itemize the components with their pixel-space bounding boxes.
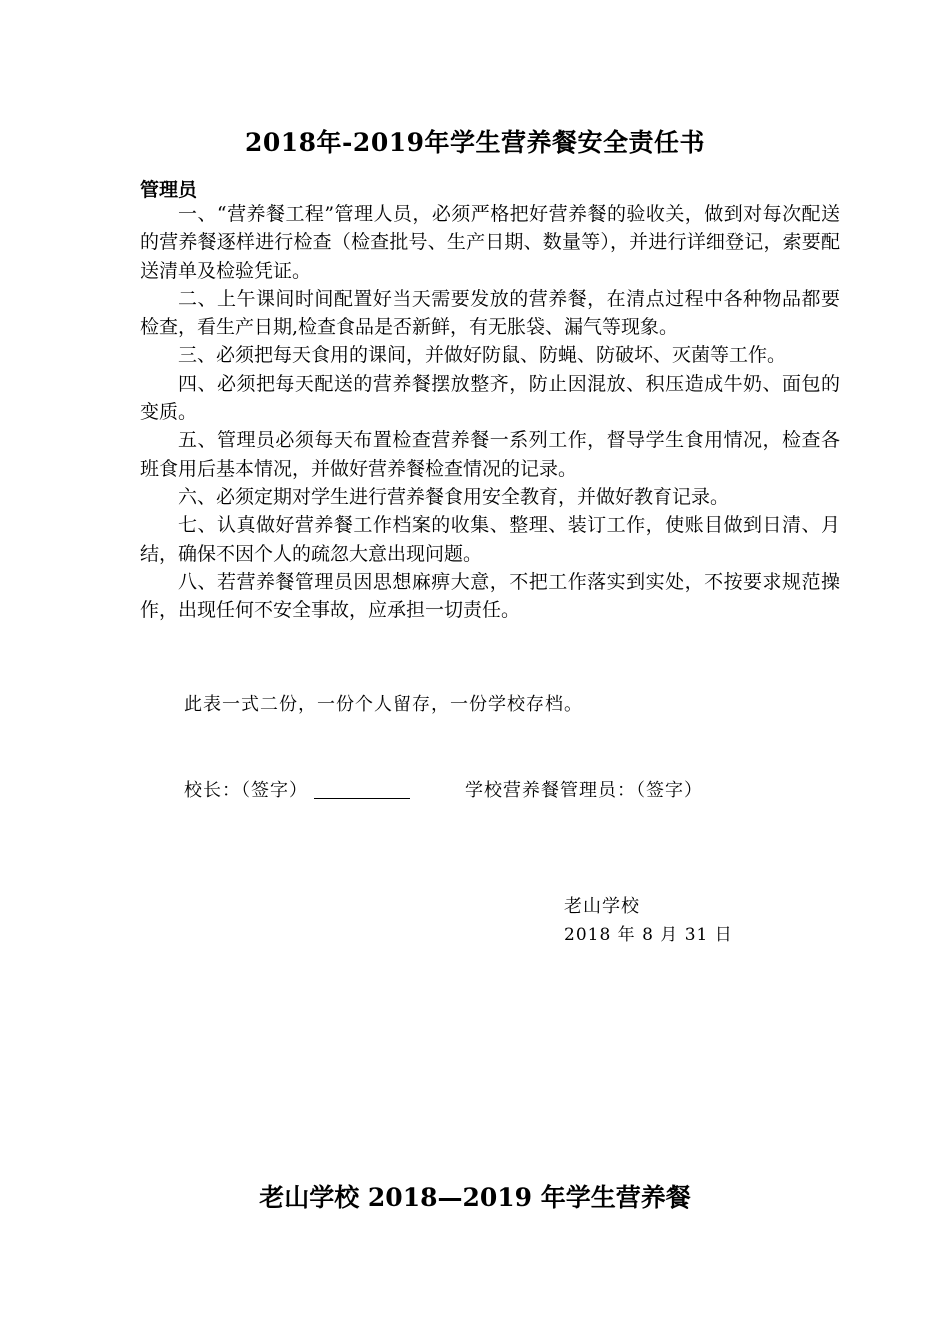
next-page-title: 老山学校 2018—2019 年学生营养餐 [259,1183,691,1212]
copies-note: 此表一式二份，一份个人留存，一份学校存档。 [184,694,583,715]
document-title: 2018年-2019年学生营养餐安全责任书 [244,128,706,157]
clause-2: 二、上午课间时间配置好当天需要发放的营养餐，在清点过程中各种物品都要检查，看生产日期,检查食品是否新鲜，有无胀袋、漏气等现象。 [140,287,840,339]
principal-sign-label: 校长：（签字） [184,780,308,801]
clause-3: 三、必须把每天食用的课间，并做好防鼠、防蝇、防破坏、灭菌等工作。 [178,344,787,367]
school-name: 老山学校 [564,896,640,917]
principal-signature-line[interactable] [314,780,410,799]
clause-8: 八、若营养餐管理员因思想麻痹大意，不把工作落实到实处，不按要求规范操作，出现任何不安全事故，应承担一切责任。 [140,570,840,622]
principal-signature [184,776,410,802]
responsibility-list [140,200,840,624]
clause-7: 七、认真做好营养餐工作档案的收集、整理、装订工作，使账目做到日清、月结，确保不因个人的疏忽大意出现问题。 [140,514,840,565]
clause-6: 六、必须定期对学生进行营养餐食用安全教育，并做好教育记录。 [178,485,730,508]
clause-1: 一、“营养餐工程”管理人员，必须严格把好营养餐的验收关，做到对每次配送的营养餐逐样进行检查（检查批号、生产日期、数量等），并进行详细登记，索要配送清单及检验凭证。 [140,203,840,282]
clause-5: 五、管理员必须每天布置检查营养餐一系列工作，督导学生食用情况，检查各班食用后基本情况，并做好营养餐检查情况的记录。 [140,429,840,480]
document-date: 2018 年 8 月 31 日 [564,925,733,945]
role-heading: 管理员 [140,179,198,201]
admin-signature-label: 学校营养餐管理员：（签字） [465,780,703,801]
clause-4: 四、必须把每天配送的营养餐摆放整齐，防止因混放、积压造成牛奶、面包的变质。 [140,372,840,424]
